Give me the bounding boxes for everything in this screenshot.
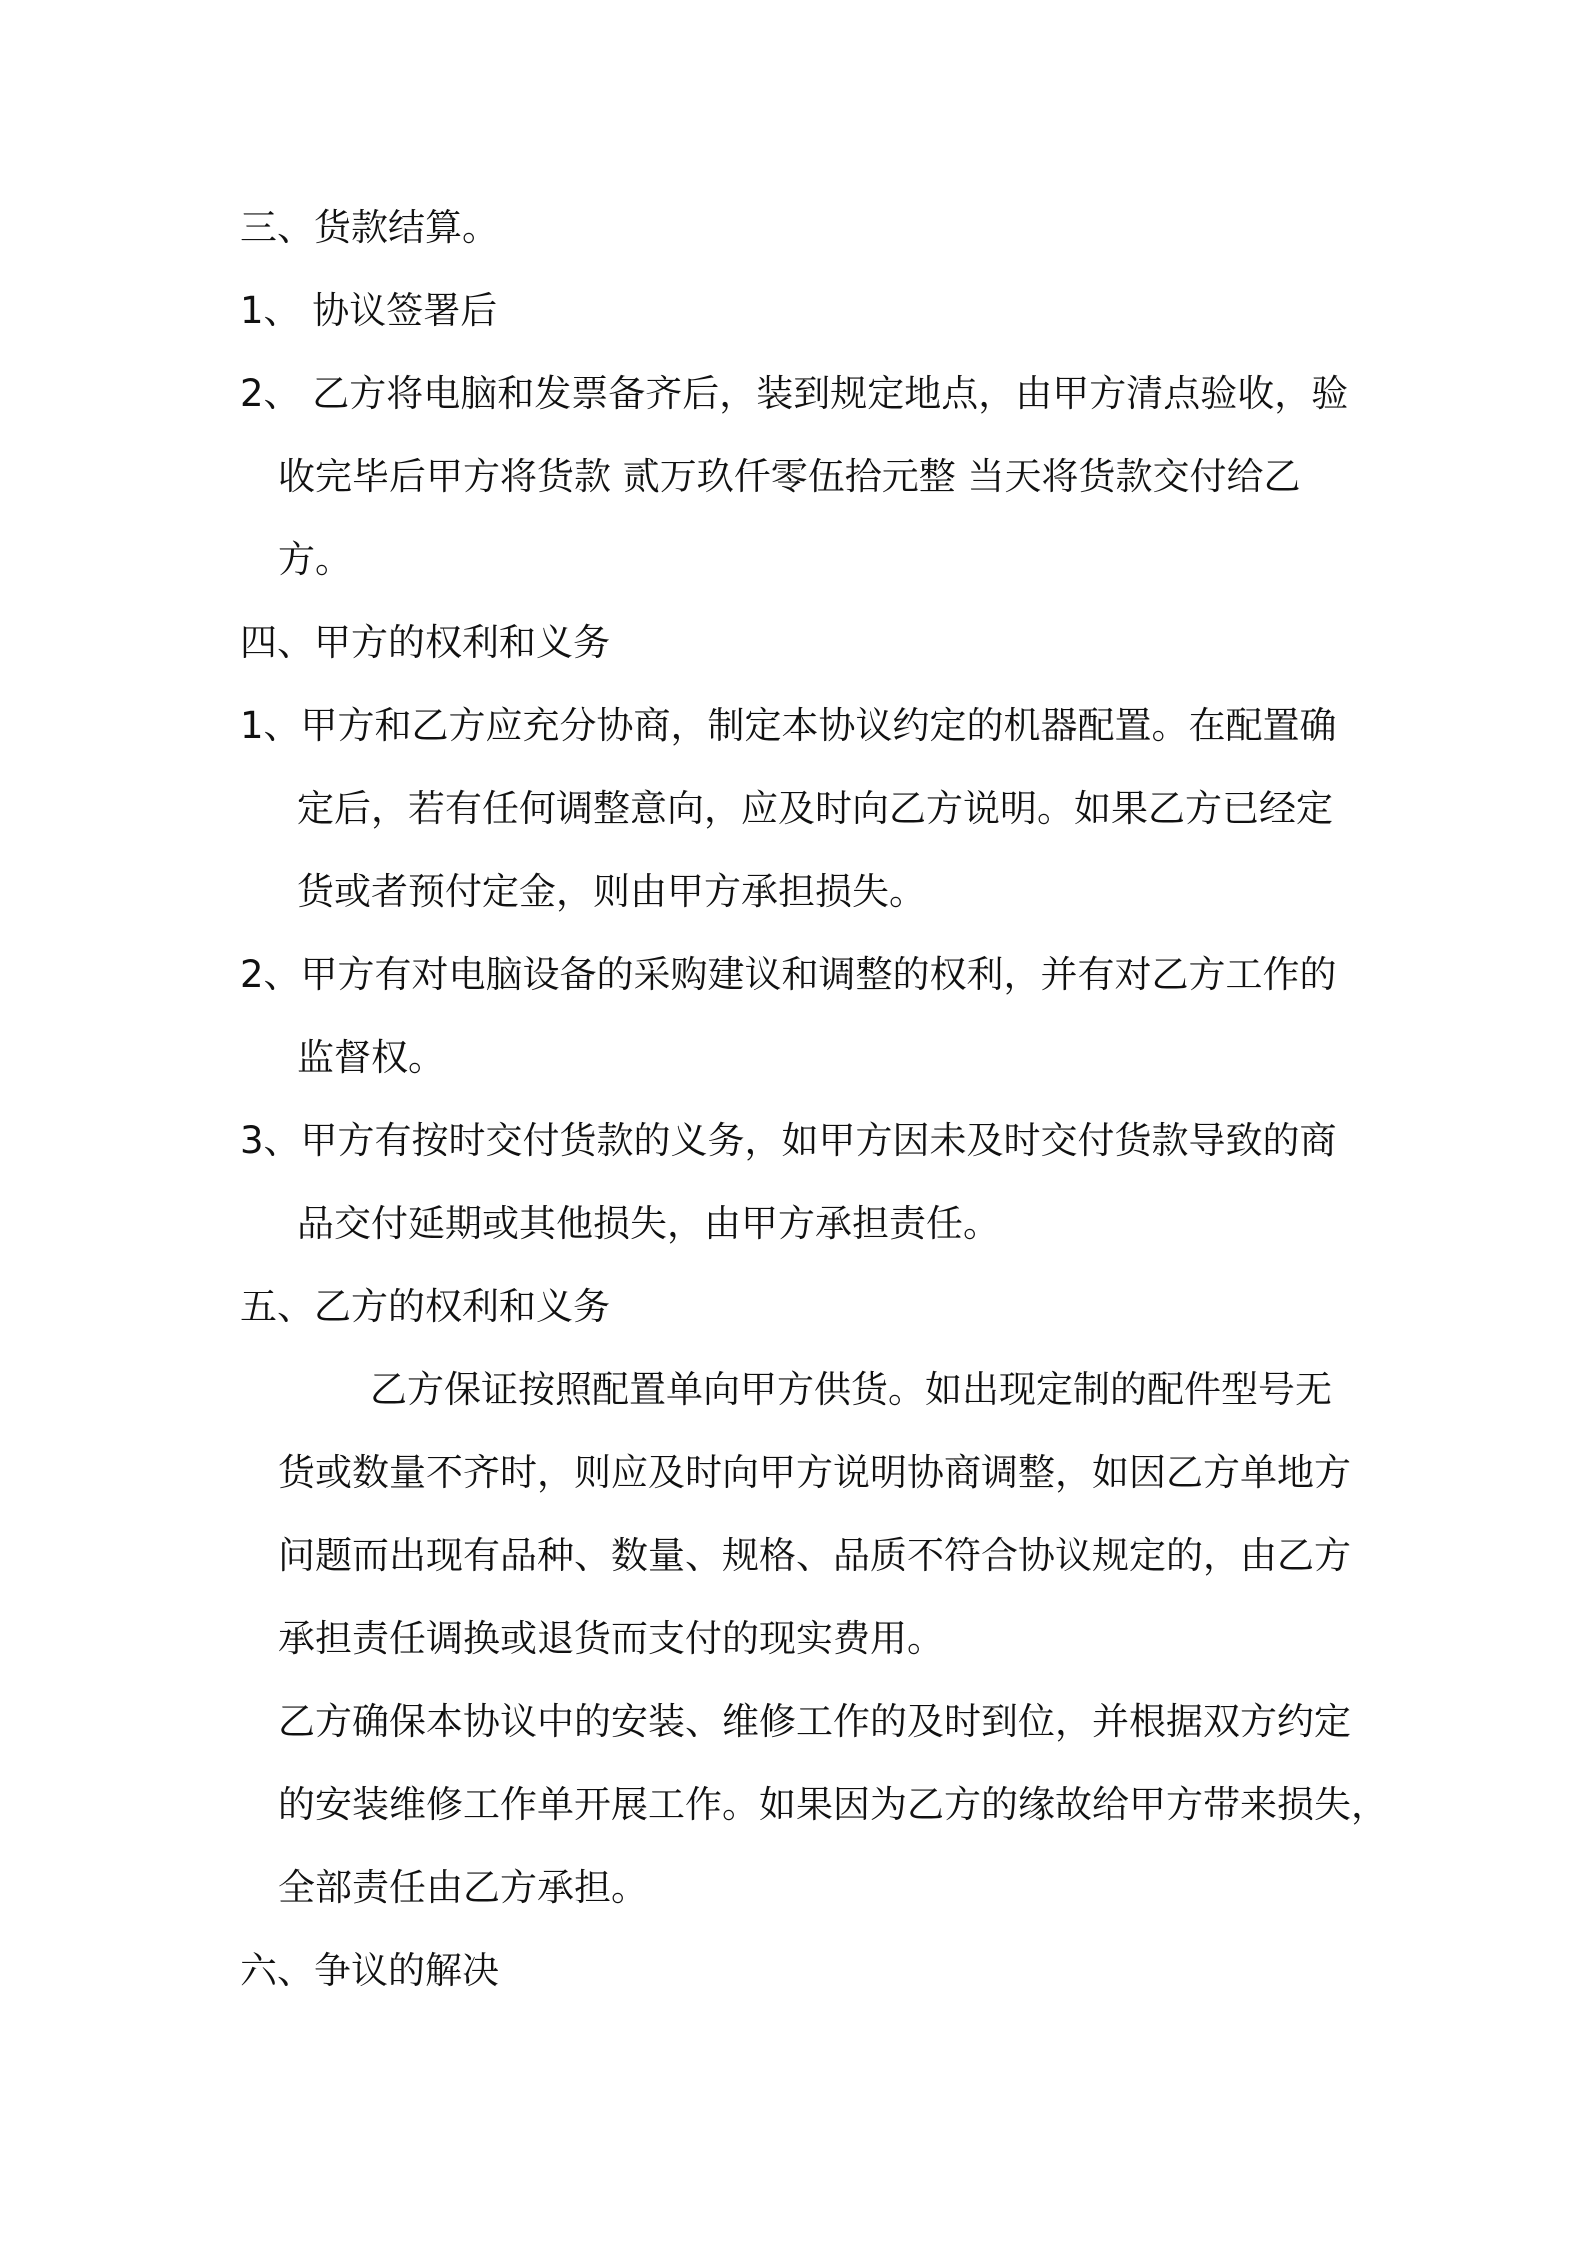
party-a-item-1-line-3: 货或者预付定金，则由甲方承担损失。: [297, 870, 926, 913]
payment-item-2-line-1: 2、 乙方将电脑和发票备齐后，装到规定地点，由甲方清点验收，验: [240, 372, 1349, 415]
section-heading-payment: 三、货款结算。: [240, 206, 499, 249]
party-b-paragraph-1-line-2: 货或数量不齐时，则应及时向甲方说明协商调整，如因乙方单地方: [278, 1451, 1351, 1494]
party-a-item-2-line-2: 监督权。: [297, 1036, 445, 1079]
party-b-paragraph-1-line-4: 承担责任调换或退货而支付的现实费用。: [278, 1617, 944, 1660]
party-b-paragraph-2-line-2: 的安装维修工作单开展工作。如果因为乙方的缘故给甲方带来损失，: [278, 1783, 1388, 1826]
section-heading-party-b: 五、乙方的权利和义务: [240, 1285, 610, 1328]
payment-item-2-line-2: 收完毕后甲方将货款 贰万玖仟零伍拾元整 当天将货款交付给乙: [278, 455, 1301, 498]
party-b-paragraph-2-line-3: 全部责任由乙方承担。: [278, 1866, 648, 1909]
party-a-item-3-line-2: 品交付延期或其他损失，由甲方承担责任。: [297, 1202, 1000, 1245]
section-heading-party-a: 四、甲方的权利和义务: [240, 621, 610, 664]
party-a-item-1-line-1: 1、甲方和乙方应充分协商，制定本协议约定的机器配置。在配置确: [240, 704, 1337, 747]
payment-item-2-line-3: 方。: [278, 538, 352, 581]
party-a-item-1-line-2: 定后，若有任何调整意向，应及时向乙方说明。如果乙方已经定: [297, 787, 1333, 830]
party-a-item-3-line-1: 3、甲方有按时交付货款的义务，如甲方因未及时交付货款导致的商: [240, 1119, 1337, 1162]
payment-item-1: 1、 协议签署后: [240, 289, 498, 332]
party-b-paragraph-1-line-1: 乙方保证按照配置单向甲方供货。如出现定制的配件型号无: [370, 1368, 1332, 1411]
section-heading-dispute: 六、争议的解决: [240, 1949, 499, 1992]
party-b-paragraph-1-line-3: 问题而出现有品种、数量、规格、品质不符合协议规定的，由乙方: [278, 1534, 1351, 1577]
party-a-item-2-line-1: 2、甲方有对电脑设备的采购建议和调整的权利，并有对乙方工作的: [240, 953, 1337, 996]
party-b-paragraph-2-line-1: 乙方确保本协议中的安装、维修工作的及时到位，并根据双方约定: [278, 1700, 1351, 1743]
